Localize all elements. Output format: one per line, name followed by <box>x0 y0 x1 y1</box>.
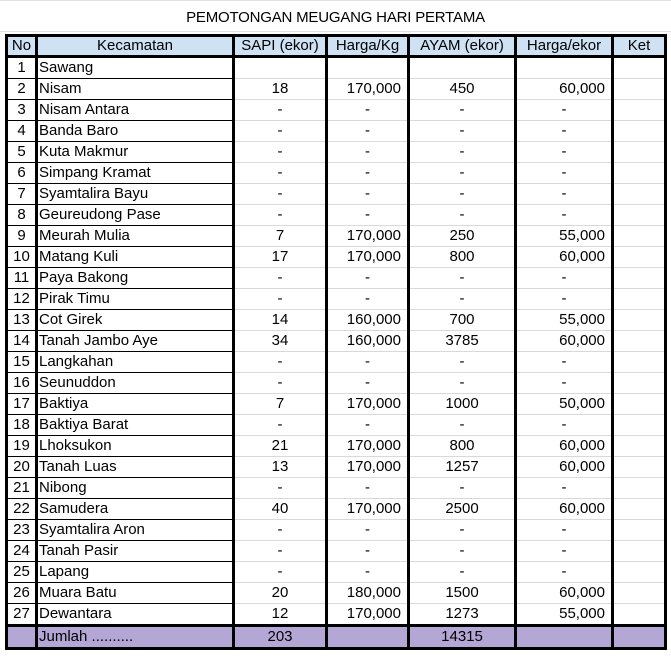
table-row <box>7 583 666 604</box>
kecamatan-cell[interactable]: Sawang <box>37 57 234 79</box>
row-number[interactable]: 12 <box>7 289 37 310</box>
harga-ekor-cell[interactable]: - <box>516 373 613 394</box>
harga-kg-cell[interactable]: - <box>327 268 409 289</box>
table-row <box>7 457 666 478</box>
kecamatan-cell[interactable]: Tanah Luas <box>37 457 234 478</box>
row-number[interactable]: 7 <box>7 184 37 205</box>
ayam-cell[interactable]: - <box>409 562 516 583</box>
row-number[interactable]: 9 <box>7 226 37 247</box>
ayam-cell[interactable] <box>409 57 516 79</box>
harga-ekor-cell[interactable]: - <box>516 352 613 373</box>
harga-ekor-cell[interactable]: - <box>516 289 613 310</box>
harga-ekor-cell[interactable]: - <box>516 100 613 121</box>
kecamatan-cell[interactable]: Samudera <box>37 499 234 520</box>
table-row <box>7 394 666 415</box>
sapi-cell[interactable]: - <box>234 100 327 121</box>
table-row <box>7 289 666 310</box>
row-number[interactable]: 15 <box>7 352 37 373</box>
total-no-cell[interactable] <box>7 626 37 649</box>
sapi-cell[interactable]: - <box>234 541 327 562</box>
harga-ekor-cell[interactable]: 60,000 <box>516 583 613 604</box>
kecamatan-cell[interactable]: Banda Baro <box>37 121 234 142</box>
ayam-cell[interactable]: - <box>409 142 516 163</box>
kecamatan-cell[interactable]: Dewantara <box>37 604 234 626</box>
table-row <box>7 100 666 121</box>
harga-ekor-cell[interactable]: 60,000 <box>516 436 613 457</box>
kecamatan-cell[interactable]: Cot Girek <box>37 310 234 331</box>
kecamatan-cell[interactable]: Nibong <box>37 478 234 499</box>
harga-kg-cell[interactable]: - <box>327 184 409 205</box>
header-ayam[interactable]: AYAM (ekor) <box>409 36 516 57</box>
row-number[interactable]: 10 <box>7 247 37 268</box>
kecamatan-cell[interactable]: Meurah Mulia <box>37 226 234 247</box>
harga-ekor-cell[interactable]: 55,000 <box>516 604 613 626</box>
kecamatan-cell[interactable]: Baktiya Barat <box>37 415 234 436</box>
harga-kg-cell[interactable]: - <box>327 142 409 163</box>
ket-cell[interactable] <box>613 57 666 79</box>
harga-ekor-cell[interactable]: - <box>516 478 613 499</box>
harga-ekor-cell[interactable]: - <box>516 163 613 184</box>
ket-cell[interactable] <box>613 289 666 310</box>
ket-cell[interactable] <box>613 79 666 100</box>
kecamatan-cell[interactable]: Tanah Pasir <box>37 541 234 562</box>
sapi-cell[interactable]: - <box>234 520 327 541</box>
sapi-cell[interactable]: - <box>234 352 327 373</box>
ayam-cell[interactable]: - <box>409 478 516 499</box>
table-row <box>7 79 666 100</box>
harga-kg-cell[interactable]: 160,000 <box>327 331 409 352</box>
ket-cell[interactable] <box>613 583 666 604</box>
kecamatan-cell[interactable]: Simpang Kramat <box>37 163 234 184</box>
total-harga-ekor[interactable] <box>516 626 613 649</box>
total-row <box>7 626 666 649</box>
kecamatan-cell[interactable]: Paya Bakong <box>37 268 234 289</box>
harga-kg-cell[interactable]: 170,000 <box>327 247 409 268</box>
ayam-cell[interactable]: 3785 <box>409 331 516 352</box>
table-row <box>7 373 666 394</box>
sapi-cell[interactable]: - <box>234 142 327 163</box>
table-row <box>7 310 666 331</box>
kecamatan-cell[interactable]: Nisam <box>37 79 234 100</box>
harga-ekor-cell[interactable]: - <box>516 520 613 541</box>
harga-kg-cell[interactable]: 160,000 <box>327 310 409 331</box>
ket-cell[interactable] <box>613 436 666 457</box>
sapi-cell[interactable]: - <box>234 478 327 499</box>
harga-kg-cell[interactable]: 170,000 <box>327 499 409 520</box>
ayam-cell[interactable]: - <box>409 100 516 121</box>
kecamatan-cell[interactable]: Syamtalira Aron <box>37 520 234 541</box>
table-row <box>7 205 666 226</box>
sapi-cell[interactable]: - <box>234 184 327 205</box>
harga-kg-cell[interactable] <box>327 57 409 79</box>
ket-cell[interactable] <box>613 499 666 520</box>
ket-cell[interactable] <box>613 394 666 415</box>
row-number[interactable]: 13 <box>7 310 37 331</box>
sapi-cell[interactable]: - <box>234 121 327 142</box>
kecamatan-cell[interactable]: Langkahan <box>37 352 234 373</box>
ayam-cell[interactable]: - <box>409 268 516 289</box>
ket-cell[interactable] <box>613 520 666 541</box>
header-row <box>7 36 666 57</box>
table-row <box>7 184 666 205</box>
table-row <box>7 415 666 436</box>
ayam-cell[interactable]: 450 <box>409 79 516 100</box>
ket-cell[interactable] <box>613 541 666 562</box>
harga-ekor-cell[interactable]: 55,000 <box>516 226 613 247</box>
ayam-cell[interactable]: - <box>409 205 516 226</box>
table-row <box>7 142 666 163</box>
harga-ekor-cell[interactable]: 60,000 <box>516 331 613 352</box>
table-row <box>7 163 666 184</box>
harga-kg-cell[interactable]: 170,000 <box>327 436 409 457</box>
kecamatan-cell[interactable]: Lhoksukon <box>37 436 234 457</box>
ket-cell[interactable] <box>613 100 666 121</box>
sapi-cell[interactable]: - <box>234 163 327 184</box>
sapi-cell[interactable]: - <box>234 373 327 394</box>
harga-kg-cell[interactable]: 180,000 <box>327 583 409 604</box>
harga-kg-cell[interactable]: 170,000 <box>327 226 409 247</box>
row-number[interactable]: 6 <box>7 163 37 184</box>
harga-ekor-cell[interactable]: - <box>516 541 613 562</box>
sapi-cell[interactable]: 14 <box>234 310 327 331</box>
row-number[interactable]: 23 <box>7 520 37 541</box>
row-number[interactable]: 26 <box>7 583 37 604</box>
table-row <box>7 121 666 142</box>
sapi-cell[interactable]: - <box>234 205 327 226</box>
header-ket[interactable]: Ket <box>613 36 666 57</box>
row-number[interactable]: 25 <box>7 562 37 583</box>
table-row <box>7 352 666 373</box>
row-number[interactable]: 3 <box>7 100 37 121</box>
ayam-cell[interactable]: - <box>409 163 516 184</box>
gridline <box>0 31 671 32</box>
ayam-cell[interactable]: 1273 <box>409 604 516 626</box>
total-ayam[interactable]: 14315 <box>409 626 516 649</box>
ayam-cell[interactable]: 1257 <box>409 457 516 478</box>
kecamatan-cell[interactable]: Nisam Antara <box>37 100 234 121</box>
data-table <box>5 34 667 650</box>
table-row <box>7 520 666 541</box>
kecamatan-cell[interactable]: Lapang <box>37 562 234 583</box>
row-number[interactable]: 1 <box>7 57 37 79</box>
harga-kg-cell[interactable]: - <box>327 415 409 436</box>
harga-kg-cell[interactable]: - <box>327 121 409 142</box>
harga-ekor-cell[interactable] <box>516 57 613 79</box>
row-number[interactable]: 20 <box>7 457 37 478</box>
harga-kg-cell[interactable]: - <box>327 478 409 499</box>
table-row <box>7 436 666 457</box>
row-number[interactable]: 18 <box>7 415 37 436</box>
kecamatan-cell[interactable]: Muara Batu <box>37 583 234 604</box>
row-number[interactable]: 27 <box>7 604 37 626</box>
ket-cell[interactable] <box>613 205 666 226</box>
sapi-cell[interactable]: 40 <box>234 499 327 520</box>
row-number[interactable]: 8 <box>7 205 37 226</box>
row-number[interactable]: 16 <box>7 373 37 394</box>
ket-cell[interactable] <box>613 268 666 289</box>
ayam-cell[interactable]: - <box>409 289 516 310</box>
sapi-cell[interactable]: - <box>234 268 327 289</box>
kecamatan-cell[interactable]: Pirak Timu <box>37 289 234 310</box>
kecamatan-cell[interactable]: Tanah Jambo Aye <box>37 331 234 352</box>
ket-cell[interactable] <box>613 310 666 331</box>
table-row <box>7 541 666 562</box>
row-number[interactable]: 21 <box>7 478 37 499</box>
ayam-cell[interactable]: - <box>409 415 516 436</box>
kecamatan-cell[interactable]: Matang Kuli <box>37 247 234 268</box>
ket-cell[interactable] <box>613 457 666 478</box>
ayam-cell[interactable]: - <box>409 121 516 142</box>
ayam-cell[interactable]: 250 <box>409 226 516 247</box>
ket-cell[interactable] <box>613 142 666 163</box>
table-row <box>7 478 666 499</box>
sapi-cell[interactable]: - <box>234 415 327 436</box>
row-number[interactable]: 17 <box>7 394 37 415</box>
row-number[interactable]: 11 <box>7 268 37 289</box>
table-row <box>7 226 666 247</box>
table-row <box>7 604 666 626</box>
sapi-cell[interactable]: 7 <box>234 226 327 247</box>
ayam-cell[interactable]: 1500 <box>409 583 516 604</box>
kecamatan-cell[interactable]: Seunuddon <box>37 373 234 394</box>
gridline <box>0 0 671 1</box>
harga-kg-cell[interactable]: 170,000 <box>327 457 409 478</box>
ayam-cell[interactable]: 1000 <box>409 394 516 415</box>
ket-cell[interactable] <box>613 121 666 142</box>
sheet-title[interactable]: PEMOTONGAN MEUGANG HARI PERTAMA <box>186 9 485 26</box>
row-number[interactable]: 22 <box>7 499 37 520</box>
row-number[interactable]: 14 <box>7 331 37 352</box>
harga-kg-cell[interactable]: 170,000 <box>327 604 409 626</box>
ayam-cell[interactable]: 800 <box>409 436 516 457</box>
harga-ekor-cell[interactable]: - <box>516 142 613 163</box>
harga-kg-cell[interactable]: - <box>327 373 409 394</box>
table-row <box>7 247 666 268</box>
row-number[interactable]: 4 <box>7 121 37 142</box>
sapi-cell[interactable]: - <box>234 562 327 583</box>
row-number[interactable]: 2 <box>7 79 37 100</box>
harga-ekor-cell[interactable]: - <box>516 121 613 142</box>
ayam-cell[interactable]: 800 <box>409 247 516 268</box>
sapi-cell[interactable]: 13 <box>234 457 327 478</box>
harga-kg-cell[interactable]: - <box>327 352 409 373</box>
sapi-cell[interactable]: 20 <box>234 583 327 604</box>
row-number[interactable]: 5 <box>7 142 37 163</box>
harga-kg-cell[interactable]: - <box>327 163 409 184</box>
harga-ekor-cell[interactable]: - <box>516 562 613 583</box>
header-harga-ekor[interactable]: Harga/ekor <box>516 36 613 57</box>
harga-ekor-cell[interactable]: 60,000 <box>516 499 613 520</box>
harga-ekor-cell[interactable]: - <box>516 268 613 289</box>
ayam-cell[interactable]: - <box>409 373 516 394</box>
sapi-cell[interactable]: 7 <box>234 394 327 415</box>
harga-kg-cell[interactable]: - <box>327 562 409 583</box>
harga-ekor-cell[interactable]: 60,000 <box>516 79 613 100</box>
harga-ekor-cell[interactable]: 60,000 <box>516 247 613 268</box>
ayam-cell[interactable]: 700 <box>409 310 516 331</box>
kecamatan-cell[interactable]: Kuta Makmur <box>37 142 234 163</box>
kecamatan-cell[interactable]: Baktiya <box>37 394 234 415</box>
harga-ekor-cell[interactable]: 50,000 <box>516 394 613 415</box>
ayam-cell[interactable]: - <box>409 184 516 205</box>
ket-cell[interactable] <box>613 604 666 626</box>
ayam-cell[interactable]: - <box>409 541 516 562</box>
ket-cell[interactable] <box>613 331 666 352</box>
ket-cell[interactable] <box>613 478 666 499</box>
row-number[interactable]: 19 <box>7 436 37 457</box>
ket-cell[interactable] <box>613 247 666 268</box>
sapi-cell[interactable]: 34 <box>234 331 327 352</box>
ket-cell[interactable] <box>613 226 666 247</box>
sapi-cell[interactable]: 12 <box>234 604 327 626</box>
ayam-cell[interactable]: - <box>409 520 516 541</box>
sapi-cell[interactable]: - <box>234 289 327 310</box>
header-sapi[interactable]: SAPI (ekor) <box>234 36 327 57</box>
sapi-cell[interactable]: 17 <box>234 247 327 268</box>
total-label[interactable]: Jumlah .......... <box>37 626 234 649</box>
harga-kg-cell[interactable]: 170,000 <box>327 394 409 415</box>
ayam-cell[interactable]: - <box>409 352 516 373</box>
harga-kg-cell[interactable]: - <box>327 289 409 310</box>
header-harga-kg[interactable]: Harga/Kg <box>327 36 409 57</box>
harga-kg-cell[interactable]: - <box>327 541 409 562</box>
ayam-cell[interactable]: 2500 <box>409 499 516 520</box>
ket-cell[interactable] <box>613 184 666 205</box>
total-sapi[interactable]: 203 <box>234 626 327 649</box>
ket-cell[interactable] <box>613 352 666 373</box>
kecamatan-cell[interactable]: Syamtalira Bayu <box>37 184 234 205</box>
table-row <box>7 57 666 79</box>
total-harga-kg[interactable] <box>327 626 409 649</box>
row-number[interactable]: 24 <box>7 541 37 562</box>
total-ket[interactable] <box>613 626 666 649</box>
ket-cell[interactable] <box>613 373 666 394</box>
harga-ekor-cell[interactable]: 60,000 <box>516 457 613 478</box>
sapi-cell[interactable]: 21 <box>234 436 327 457</box>
table-row <box>7 499 666 520</box>
table-row <box>7 268 666 289</box>
kecamatan-cell[interactable]: Geureudong Pase <box>37 205 234 226</box>
ket-cell[interactable] <box>613 415 666 436</box>
header-kecamatan[interactable]: Kecamatan <box>37 36 234 57</box>
harga-ekor-cell[interactable]: 55,000 <box>516 310 613 331</box>
harga-ekor-cell[interactable]: - <box>516 415 613 436</box>
header-no[interactable]: No <box>7 36 37 57</box>
harga-kg-cell[interactable]: - <box>327 100 409 121</box>
harga-ekor-cell[interactable]: - <box>516 184 613 205</box>
harga-ekor-cell[interactable]: - <box>516 205 613 226</box>
ket-cell[interactable] <box>613 562 666 583</box>
table-row <box>7 562 666 583</box>
sapi-cell[interactable]: 18 <box>234 79 327 100</box>
harga-kg-cell[interactable]: 170,000 <box>327 79 409 100</box>
harga-kg-cell[interactable]: - <box>327 520 409 541</box>
harga-kg-cell[interactable]: - <box>327 205 409 226</box>
table-row <box>7 331 666 352</box>
sapi-cell[interactable] <box>234 57 327 79</box>
ket-cell[interactable] <box>613 163 666 184</box>
